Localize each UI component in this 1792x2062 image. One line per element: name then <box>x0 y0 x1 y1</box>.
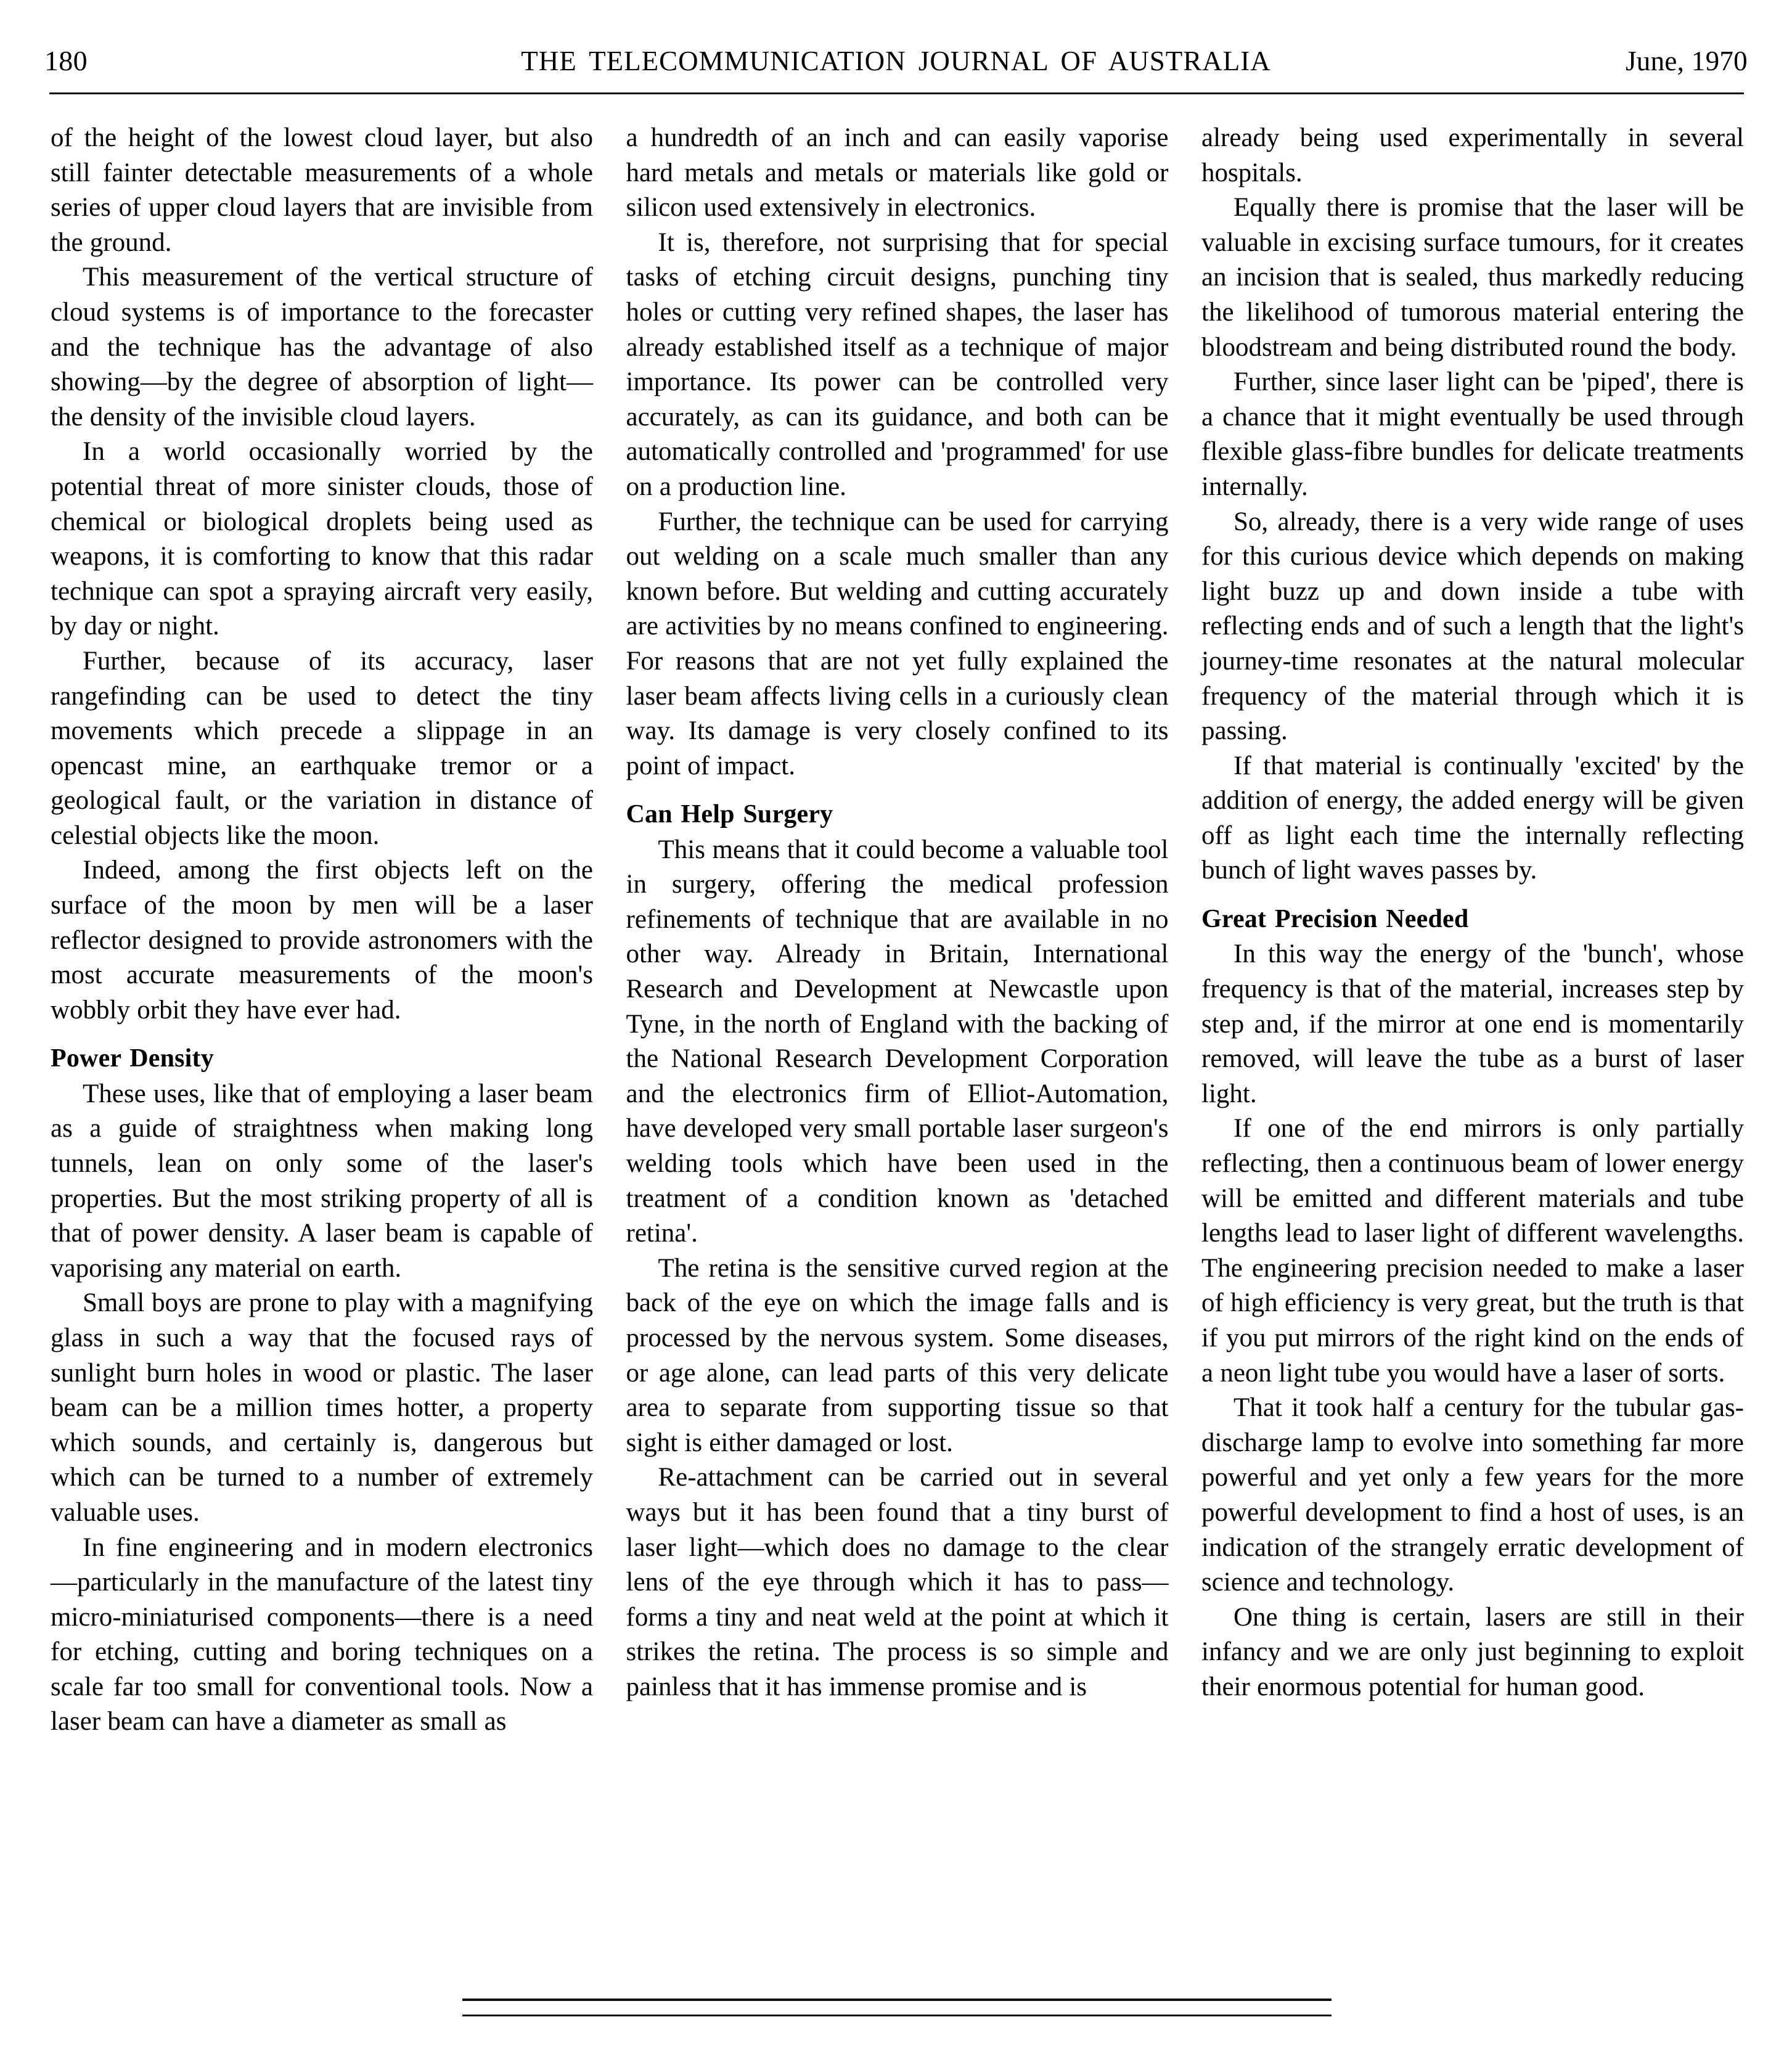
section-heading: Power Density <box>51 1044 214 1073</box>
header-divider-rule <box>49 92 1744 94</box>
body-paragraph: Re-attachment can be carried out in several ways but it has been found that a tiny burst of laser light—which does no damage to the clear lens of the eye through which it has to pass—forms a tiny and neat weld at the point at which it strikes the retina. The process is so simple and painless that it has immense promise and is <box>626 1463 1169 1701</box>
running-head <box>44 44 1748 84</box>
body-paragraph: In fine engineering and in modern electronics—particularly in the manufacture of the latest tiny micro-miniaturised components—there is a need for etching, cutting and boring techniques on a scale far too small for conventional tools. Now a laser beam can have a diameter as small as <box>51 1532 593 1737</box>
journal-title: THE TELECOMMUNICATION JOURNAL OF AUSTRALIA <box>521 46 1271 76</box>
body-paragraph: That it took half a century for the tubular gas-discharge lamp to evolve into something far more powerful and yet only a few years for the more powerful development to find a host of uses, is an indication of the strangely erratic development of science and technology. <box>1201 1393 1744 1597</box>
body-paragraph: Further, because of its accuracy, laser rangefinding can be used to detect the tiny movements which precede a slippage in an opencast mine, an earthquake tremor or a geological fault, or the variation in distance of celestial objects like the moon. <box>51 646 593 850</box>
body-paragraph: If that material is continually 'excited' by the addition of energy, the added energy will be given off as light each time the internally reflecting bunch of light waves passes by. <box>1201 751 1744 885</box>
section-heading: Great Precision Needed <box>1201 905 1469 934</box>
body-paragraph: The retina is the sensitive curved region at the back of the eye on which the image falls and is processed by the nervous system. Some diseases, or age alone, can lead parts of this very delicate area to separate from supporting tissue so that sight is either damaged or lost. <box>626 1253 1169 1457</box>
body-paragraph: Further, the technique can be used for carrying out welding on a scale much smaller than any known before. But welding and cutting accurately are activities by no means confined to engineering. For reasons that are not yet fully explained the laser beam affects living cells in a curiously clean way. Its damage is very closely confined to its point of impact. <box>626 507 1169 780</box>
body-paragraph: of the height of the lowest cloud layer, but also still fainter detectable measurements of a whole series of upper cloud layers that are invisible from the ground. <box>51 123 593 257</box>
footer-rule-top <box>462 1999 1332 2001</box>
section-heading: Can Help Surgery <box>626 800 833 829</box>
issue-date: June, 1970 <box>1626 46 1748 76</box>
column-3 <box>1201 121 1744 1963</box>
footer-rules <box>462 1999 1332 2016</box>
body-paragraph: Small boys are prone to play with a magnifying glass in such a way that the focused rays of sunlight burn holes in wood or plastic. The laser beam can be a million times hotter, a property which sounds, and certainly is, dangerous but which can be turned to a number of extremely valuable uses. <box>51 1288 593 1527</box>
body-paragraph: In a world occasionally worried by the potential threat of more sinister clouds, those of chemical or biological droplets being used as weapons, it is comforting to know that this radar technique can spot a spraying aircraft very easily, by day or night. <box>51 437 593 641</box>
body-paragraph: Equally there is promise that the laser will be valuable in excising surface tumours, for it creates an incision that is sealed, thus markedly reducing the likelihood of tumorous material entering the bloodstream and being distributed round the body. <box>1201 193 1744 362</box>
body-paragraph: Further, since laser light can be 'piped', there is a chance that it might eventually be used through flexible glass-fibre bundles for delicate treatments internally. <box>1201 367 1744 501</box>
body-paragraph: This measurement of the vertical structure of cloud systems is of importance to the forecaster and the technique has the advantage of also showing—by the degree of absorption of light—the density of the invisible cloud layers. <box>51 263 593 432</box>
text-columns <box>51 121 1744 1963</box>
body-paragraph: In this way the energy of the 'bunch', whose frequency is that of the material, increases step by step and, if the mirror at one end is momentarily removed, will leave the tube as a burst of laser light. <box>1201 939 1744 1108</box>
body-paragraph: If one of the end mirrors is only partially reflecting, then a continuous beam of lower energy will be emitted and different materials and tube lengths lead to laser light of different wavelengths. The engineering precision needed to make a laser of high efficiency is very great, but the truth is that if you put mirrors of the right kind on the ends of a neon light tube you would have a laser of sorts. <box>1201 1114 1744 1388</box>
body-paragraph: It is, therefore, not surprising that for special tasks of etching circuit designs, punching tiny holes or cutting very refined shapes, the laser has already established itself as a technique of major importance. Its power can be controlled very accurately, as can its guidance, and both can be automatically controlled and 'programmed' for use on a production line. <box>626 227 1169 501</box>
body-paragraph: Indeed, among the first objects left on the surface of the moon by men will be a laser reflector designed to provide astronomers with the most accurate measurements of the moon's wobbly orbit they have ever had. <box>51 856 593 1025</box>
body-paragraph: One thing is certain, lasers are still in their infancy and we are only just beginning to exploit their enormous potential for human good. <box>1201 1602 1744 1701</box>
body-paragraph: already being used experimentally in several hospitals. <box>1201 123 1744 187</box>
column-1 <box>51 121 593 1963</box>
page-number: 180 <box>44 45 88 76</box>
footer-rule-bottom <box>462 2015 1332 2016</box>
body-paragraph: a hundredth of an inch and can easily vaporise hard metals and metals or materials like gold or silicon used extensively in electronics. <box>626 123 1169 223</box>
body-paragraph: This means that it could become a valuable tool in surgery, offering the medical profession refinements of technique that are available in no other way. Already in Britain, International Research and Development at Newcastle upon Tyne, in the north of England with the backing of the National Research Development Corporation and the electronics firm of Elliot-Automation, have developed very small portable laser surgeon's welding tools which have been used in the treatment of a condition known as 'detached retina'. <box>626 835 1169 1248</box>
body-paragraph: So, already, there is a very wide range of uses for this curious device which depends on making light buzz up and down inside a tube with reflecting ends and of such a length that the light's journey-time resonates at the natural molecular frequency of the material through which it is passing. <box>1201 507 1744 746</box>
column-2 <box>626 121 1169 1963</box>
body-paragraph: These uses, like that of employing a laser beam as a guide of straightness when making long tunnels, lean on only some of the laser's properties. But the most striking property of all is that of power density. A laser beam is capable of vaporising any material on earth. <box>51 1079 593 1283</box>
